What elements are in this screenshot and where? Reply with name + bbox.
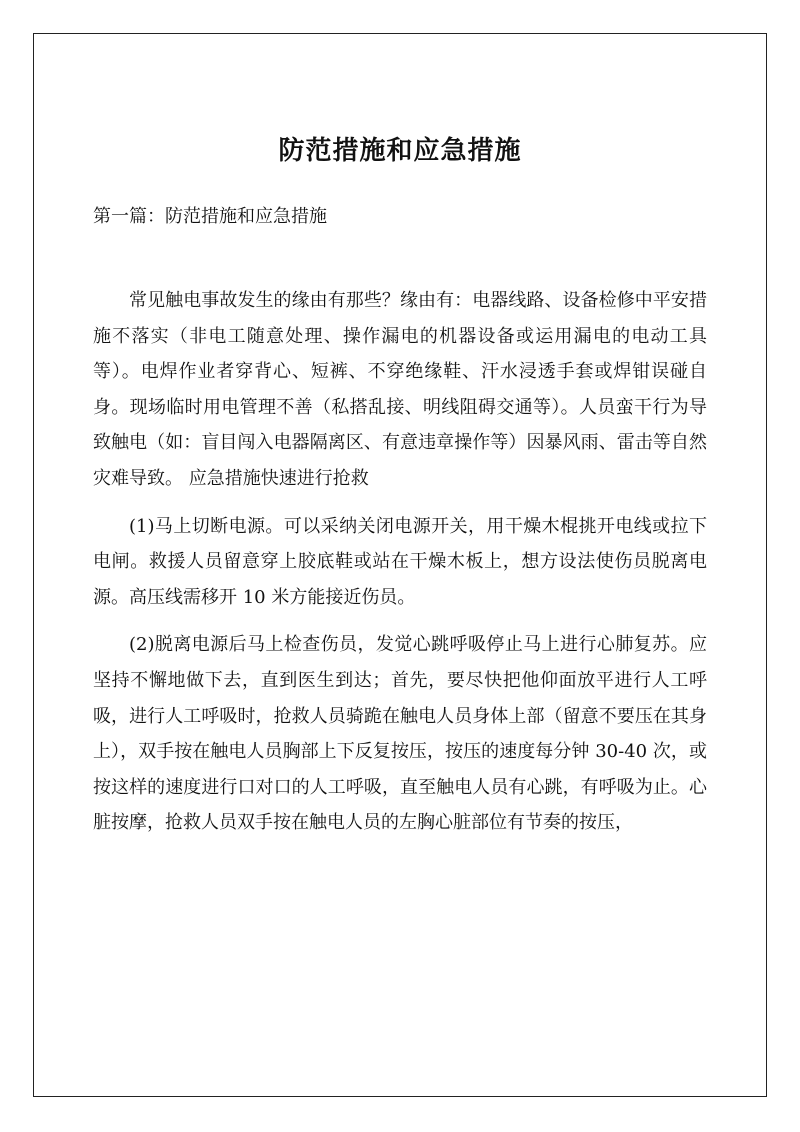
paragraph-step-1: (1)马上切断电源。可以采纳关闭电源开关，用干燥木棍挑开电线或拉下电闸。救援人员留意穿上胶底鞋或站在干燥木板上，想方设法使伤员脱离电源。高压线需移开 10 米方能接近伤员。 xyxy=(93,515,707,608)
paragraph-step-2: (2)脱离电源后马上检查伤员，发觉心跳呼吸停止马上进行心肺复苏。应坚持不懈地做下去，直到医生到达；首先，要尽快把他仰面放平进行人工呼吸，进行人工呼吸时，抢救人员骑跪在触电人员身体上部（留意不要压在其身上），双手按在触电人员胸部上下反复按压，按压的速度每分钟 30-40 次，或按这样的速度进行口对口的人工呼吸，直至触电人员有心跳，有呼吸为止。心脏按摩，抢救人员双手按在触电人员的左胸心脏部位有节奏的按压， xyxy=(93,634,707,834)
document-title: 防范措施和应急措施 xyxy=(278,136,522,166)
paragraph-causes: 常见触电事故发生的缘由有那些？缘由有：电器线路、设备检修中平安措施不落实（非电工随意处理、操作漏电的机器设备或运用漏电的电动工具等）。电焊作业者穿背心、短裤、不穿绝缘鞋、汗水浸透手套或焊钳误碰自身。现场临时用电管理不善（私搭乱接、明线阻碍交通等）。人员蛮干行为导致触电（如：盲目闯入电器隔离区、有意违章操作等）因暴风雨、雷击等自然灾难导致。 应急措施快速进行抢救 xyxy=(93,290,707,489)
document-body xyxy=(93,283,707,841)
document-subtitle: 第一篇：防范措施和应急措施 xyxy=(93,206,327,227)
